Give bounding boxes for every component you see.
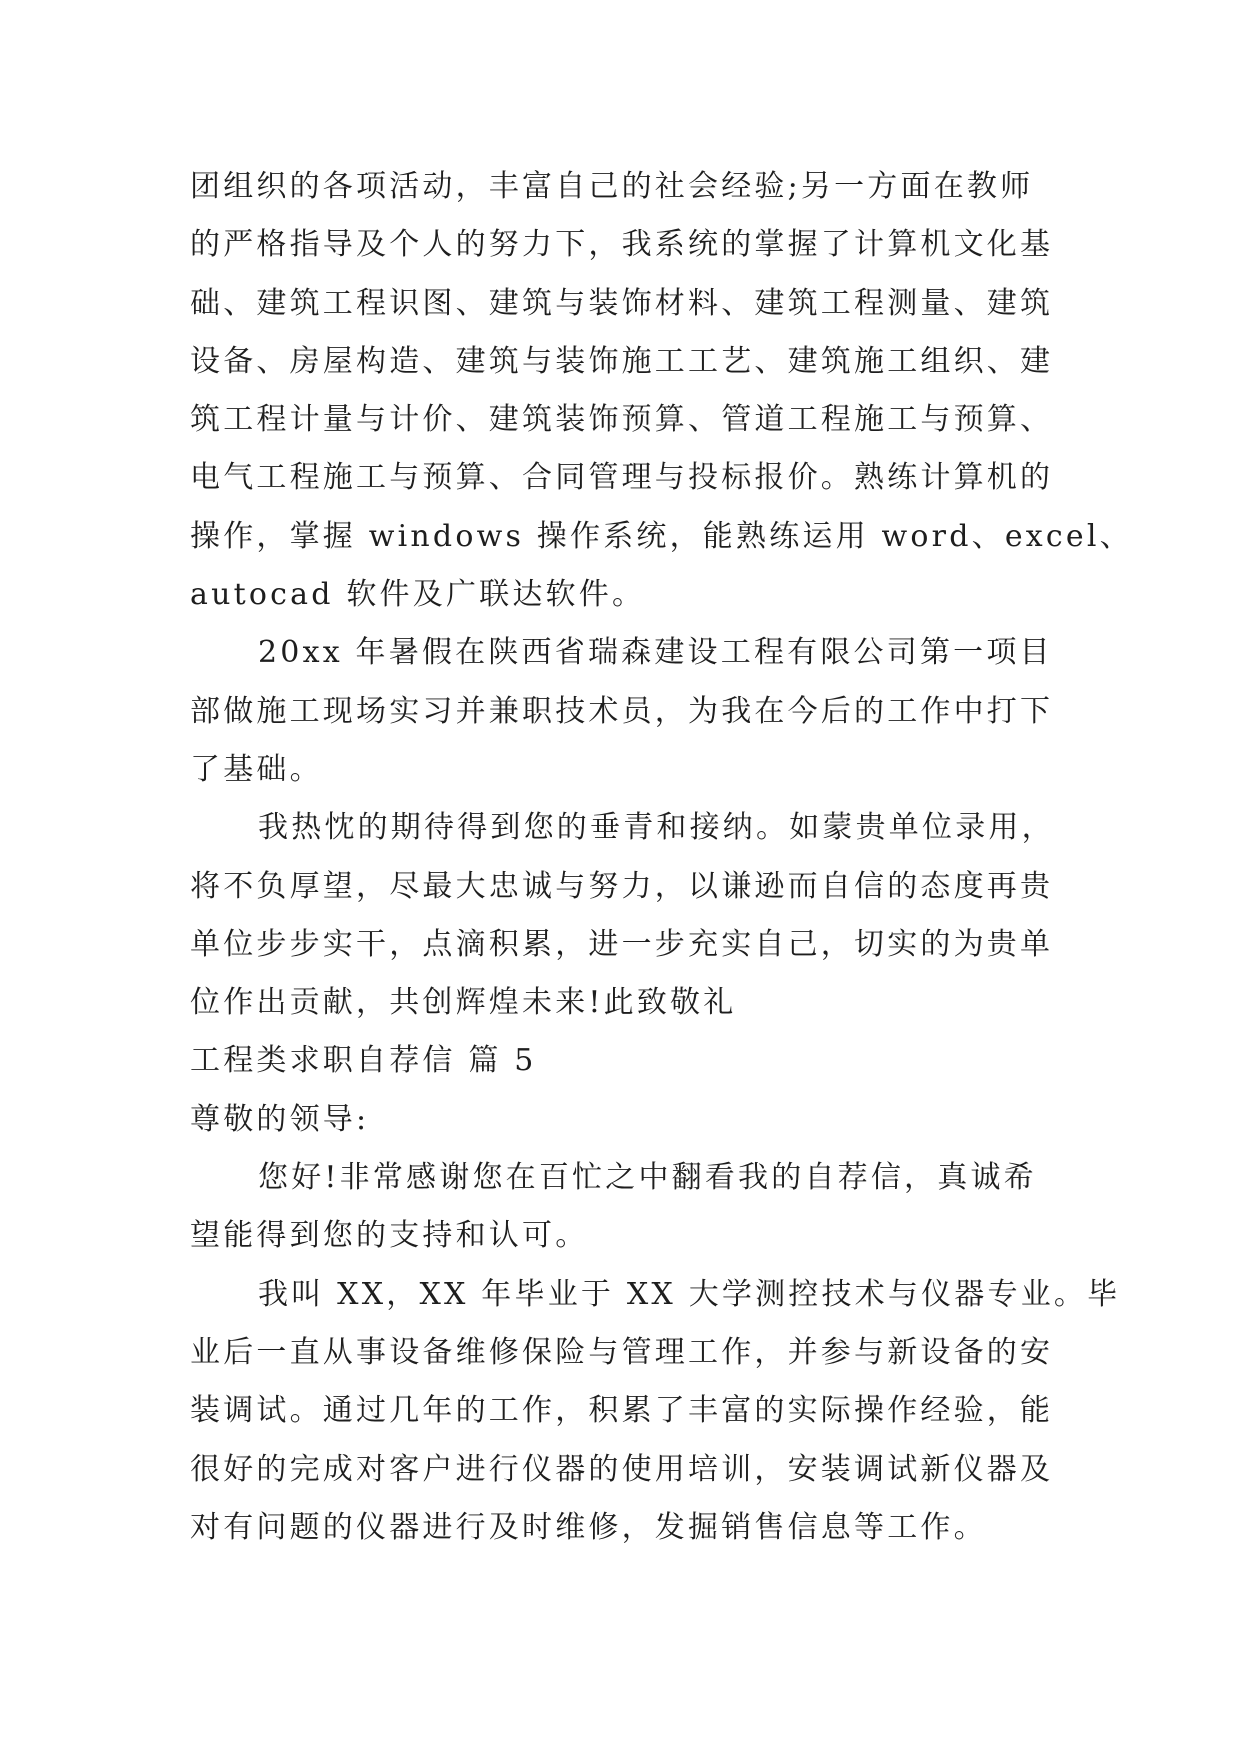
text-line: 尊敬的领导: <box>190 1101 370 1137</box>
text-line: 很好的完成对客户进行仪器的使用培训，安装调试新仪器及 <box>190 1451 1054 1487</box>
text-line: 筑工程计量与计价、建筑装饰预算、管道工程施工与预算、 <box>190 402 1054 438</box>
text-line: 电气工程施工与预算、合同管理与投标报价。熟练计算机的 <box>190 460 1054 496</box>
text-line: 团组织的各项活动，丰富自己的社会经验;另一方面在教师 <box>190 169 1034 204</box>
text-line: 我叫 XX，XX 年毕业于 XX 大学测控技术与仪器专业。毕 <box>258 1276 1121 1312</box>
text-column <box>190 158 1133 1557</box>
text-line: 对有问题的仪器进行及时维修，发掘销售信息等工作。 <box>190 1509 987 1545</box>
text-line: 单位步步实干，点滴积累，进一步充实自己，切实的为贵单 <box>190 926 1054 962</box>
text-line: 部做施工现场实习并兼职技术员，为我在今后的工作中打下 <box>190 693 1054 729</box>
text-line: 了基础。 <box>190 751 323 787</box>
text-line: 20xx 年暑假在陕西省瑞森建设工程有限公司第一项目 <box>258 635 1053 671</box>
text-line: 础、建筑工程识图、建筑与装饰材料、建筑工程测量、建筑 <box>190 285 1054 321</box>
text-line: 工程类求职自荐信 篇 5 <box>190 1043 537 1079</box>
text-line: 我热忱的期待得到您的垂青和接纳。如蒙贵单位录用， <box>258 810 1055 846</box>
text-line: 操作，掌握 windows 操作系统，能熟练运用 word、excel、 <box>190 518 1133 554</box>
text-line: 将不负厚望，尽最大忠诚与努力，以谦逊而自信的态度再贵 <box>190 868 1054 904</box>
text-line: 您好!非常感谢您在百忙之中翻看我的自荐信，真诚希 <box>258 1160 1037 1196</box>
text-line: autocad 软件及广联达软件。 <box>190 577 646 613</box>
text-line: 望能得到您的支持和认可。 <box>190 1218 589 1254</box>
text-line: 位作出贡献，共创辉煌未来!此致敬礼 <box>190 985 737 1021</box>
text-line: 装调试。通过几年的工作，积累了丰富的实际操作经验，能 <box>190 1393 1054 1429</box>
text-line: 业后一直从事设备维修保险与管理工作，并参与新设备的安 <box>190 1334 1054 1370</box>
text-line: 的严格指导及个人的努力下，我系统的掌握了计算机文化基 <box>190 227 1054 263</box>
text-line: 设备、房屋构造、建筑与装饰施工工艺、建筑施工组织、建 <box>190 343 1054 379</box>
